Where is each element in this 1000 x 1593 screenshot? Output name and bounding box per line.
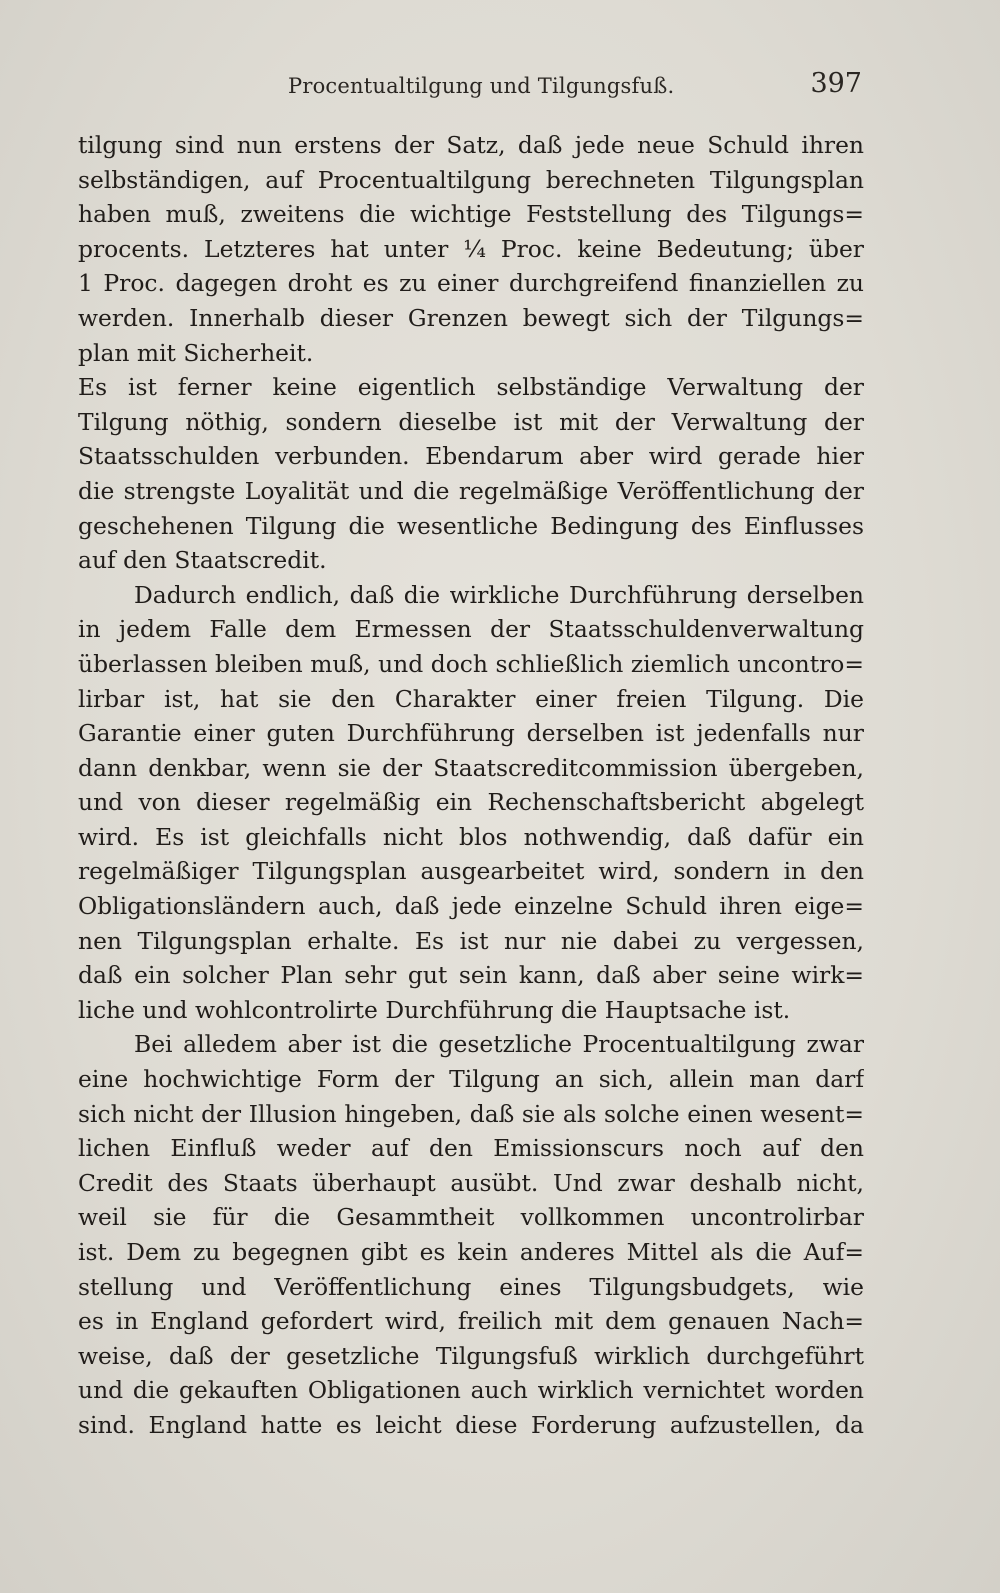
- text-line: die strengste Loyalität und die regelmäßige Veröffentlichung der: [78, 476, 864, 505]
- text-line: Dadurch endlich, daß die wirkliche Durchführung derselben: [134, 580, 864, 609]
- text-line: Credit des Staats überhaupt ausübt. Und zwar deshalb nicht,: [78, 1168, 864, 1197]
- text-line: eine hochwichtige Form der Tilgung an sich, allein man darf: [78, 1065, 864, 1094]
- text-line: procents. Letzteres hat unter ¼ Proc. keine Bedeutung; über: [78, 234, 864, 263]
- text-line: auf den Staatscredit.: [78, 546, 327, 575]
- text-line: sind. England hatte es leicht diese Forderung aufzustellen, da: [78, 1410, 864, 1439]
- text-line: haben muß, zweitens die wichtige Feststellung des Tilgungs=: [78, 200, 864, 229]
- text-line: 1 Proc. dagegen droht es zu einer durchgreifend finanziellen zu: [78, 269, 864, 298]
- text-line: dann denkbar, wenn sie der Staatscreditcommission übergeben,: [78, 753, 864, 782]
- text-line: tilgung sind nun erstens der Satz, daß jede neue Schuld ihren: [78, 131, 864, 159]
- text-line: es in England gefordert wird, freilich mit dem genauen Nach=: [78, 1307, 864, 1336]
- text-line: lirbar ist, hat sie den Charakter einer freien Tilgung. Die: [78, 684, 864, 713]
- text-line: lichen Einfluß weder auf den Emissionscurs noch auf den: [78, 1134, 864, 1163]
- text-line: und von dieser regelmäßig ein Rechenschaftsbericht abgelegt: [78, 788, 864, 817]
- text-line: wird. Es ist gleichfalls nicht blos nothwendig, daß dafür ein: [78, 822, 864, 851]
- text-line: Staatsschulden verbunden. Ebendarum aber wird gerade hier: [78, 442, 864, 471]
- text-line: ist. Dem zu begegnen gibt es kein anderes Mittel als die Auf=: [78, 1238, 864, 1266]
- text-line: in jedem Falle dem Ermessen der Staatsschuldenverwaltung: [78, 615, 864, 644]
- body-text: [78, 128, 864, 1443]
- text-line: sich nicht der Illusion hingeben, daß sie als solche einen wesent=: [78, 1099, 864, 1128]
- text-line: Bei alledem aber ist die gesetzliche Procentualtilgung zwar: [134, 1030, 864, 1059]
- text-line: plan mit Sicherheit.: [78, 338, 314, 367]
- text-line: nen Tilgungsplan erhalte. Es ist nur nie dabei zu vergessen,: [78, 926, 864, 955]
- page-header: [78, 66, 864, 106]
- text-line: liche und wohlcontrolirte Durchführung die Hauptsache ist.: [78, 995, 791, 1024]
- text-line: weise, daß der gesetzliche Tilgungsfuß wirklich durchgeführt: [78, 1341, 864, 1370]
- text-line: weil sie für die Gesammtheit vollkommen uncontrolirbar: [78, 1203, 864, 1232]
- text-line: regelmäßiger Tilgungsplan ausgearbeitet wird, sondern in den: [78, 857, 864, 886]
- text-line: Tilgung nöthig, sondern dieselbe ist mit der Verwaltung der: [78, 407, 864, 436]
- text-line: geschehenen Tilgung die wesentliche Bedingung des Einflusses: [78, 511, 864, 540]
- text-line: Garantie einer guten Durchführung derselben ist jedenfalls nur: [78, 719, 864, 748]
- text-line: werden. Innerhalb dieser Grenzen bewegt sich der Tilgungs=: [78, 303, 864, 332]
- text-line: daß ein solcher Plan sehr gut sein kann, daß aber seine wirk=: [78, 961, 864, 990]
- text-line: Obligationsländern auch, daß jede einzelne Schuld ihren eige=: [78, 892, 864, 921]
- page-number: 397: [810, 68, 862, 99]
- text-line: und die gekauften Obligationen auch wirklich vernichtet worden: [78, 1376, 864, 1405]
- text-line: Es ist ferner keine eigentlich selbständige Verwaltung der: [78, 373, 864, 402]
- text-line: überlassen bleiben muß, und doch schließlich ziemlich uncontro=: [78, 649, 864, 678]
- text-line: selbständigen, auf Procentualtilgung berechneten Tilgungsplan: [78, 165, 864, 194]
- text-line: stellung und Veröffentlichung eines Tilgungsbudgets, wie: [78, 1272, 864, 1301]
- running-head: Procentualtilgung und Tilgungsfuß.: [288, 74, 675, 98]
